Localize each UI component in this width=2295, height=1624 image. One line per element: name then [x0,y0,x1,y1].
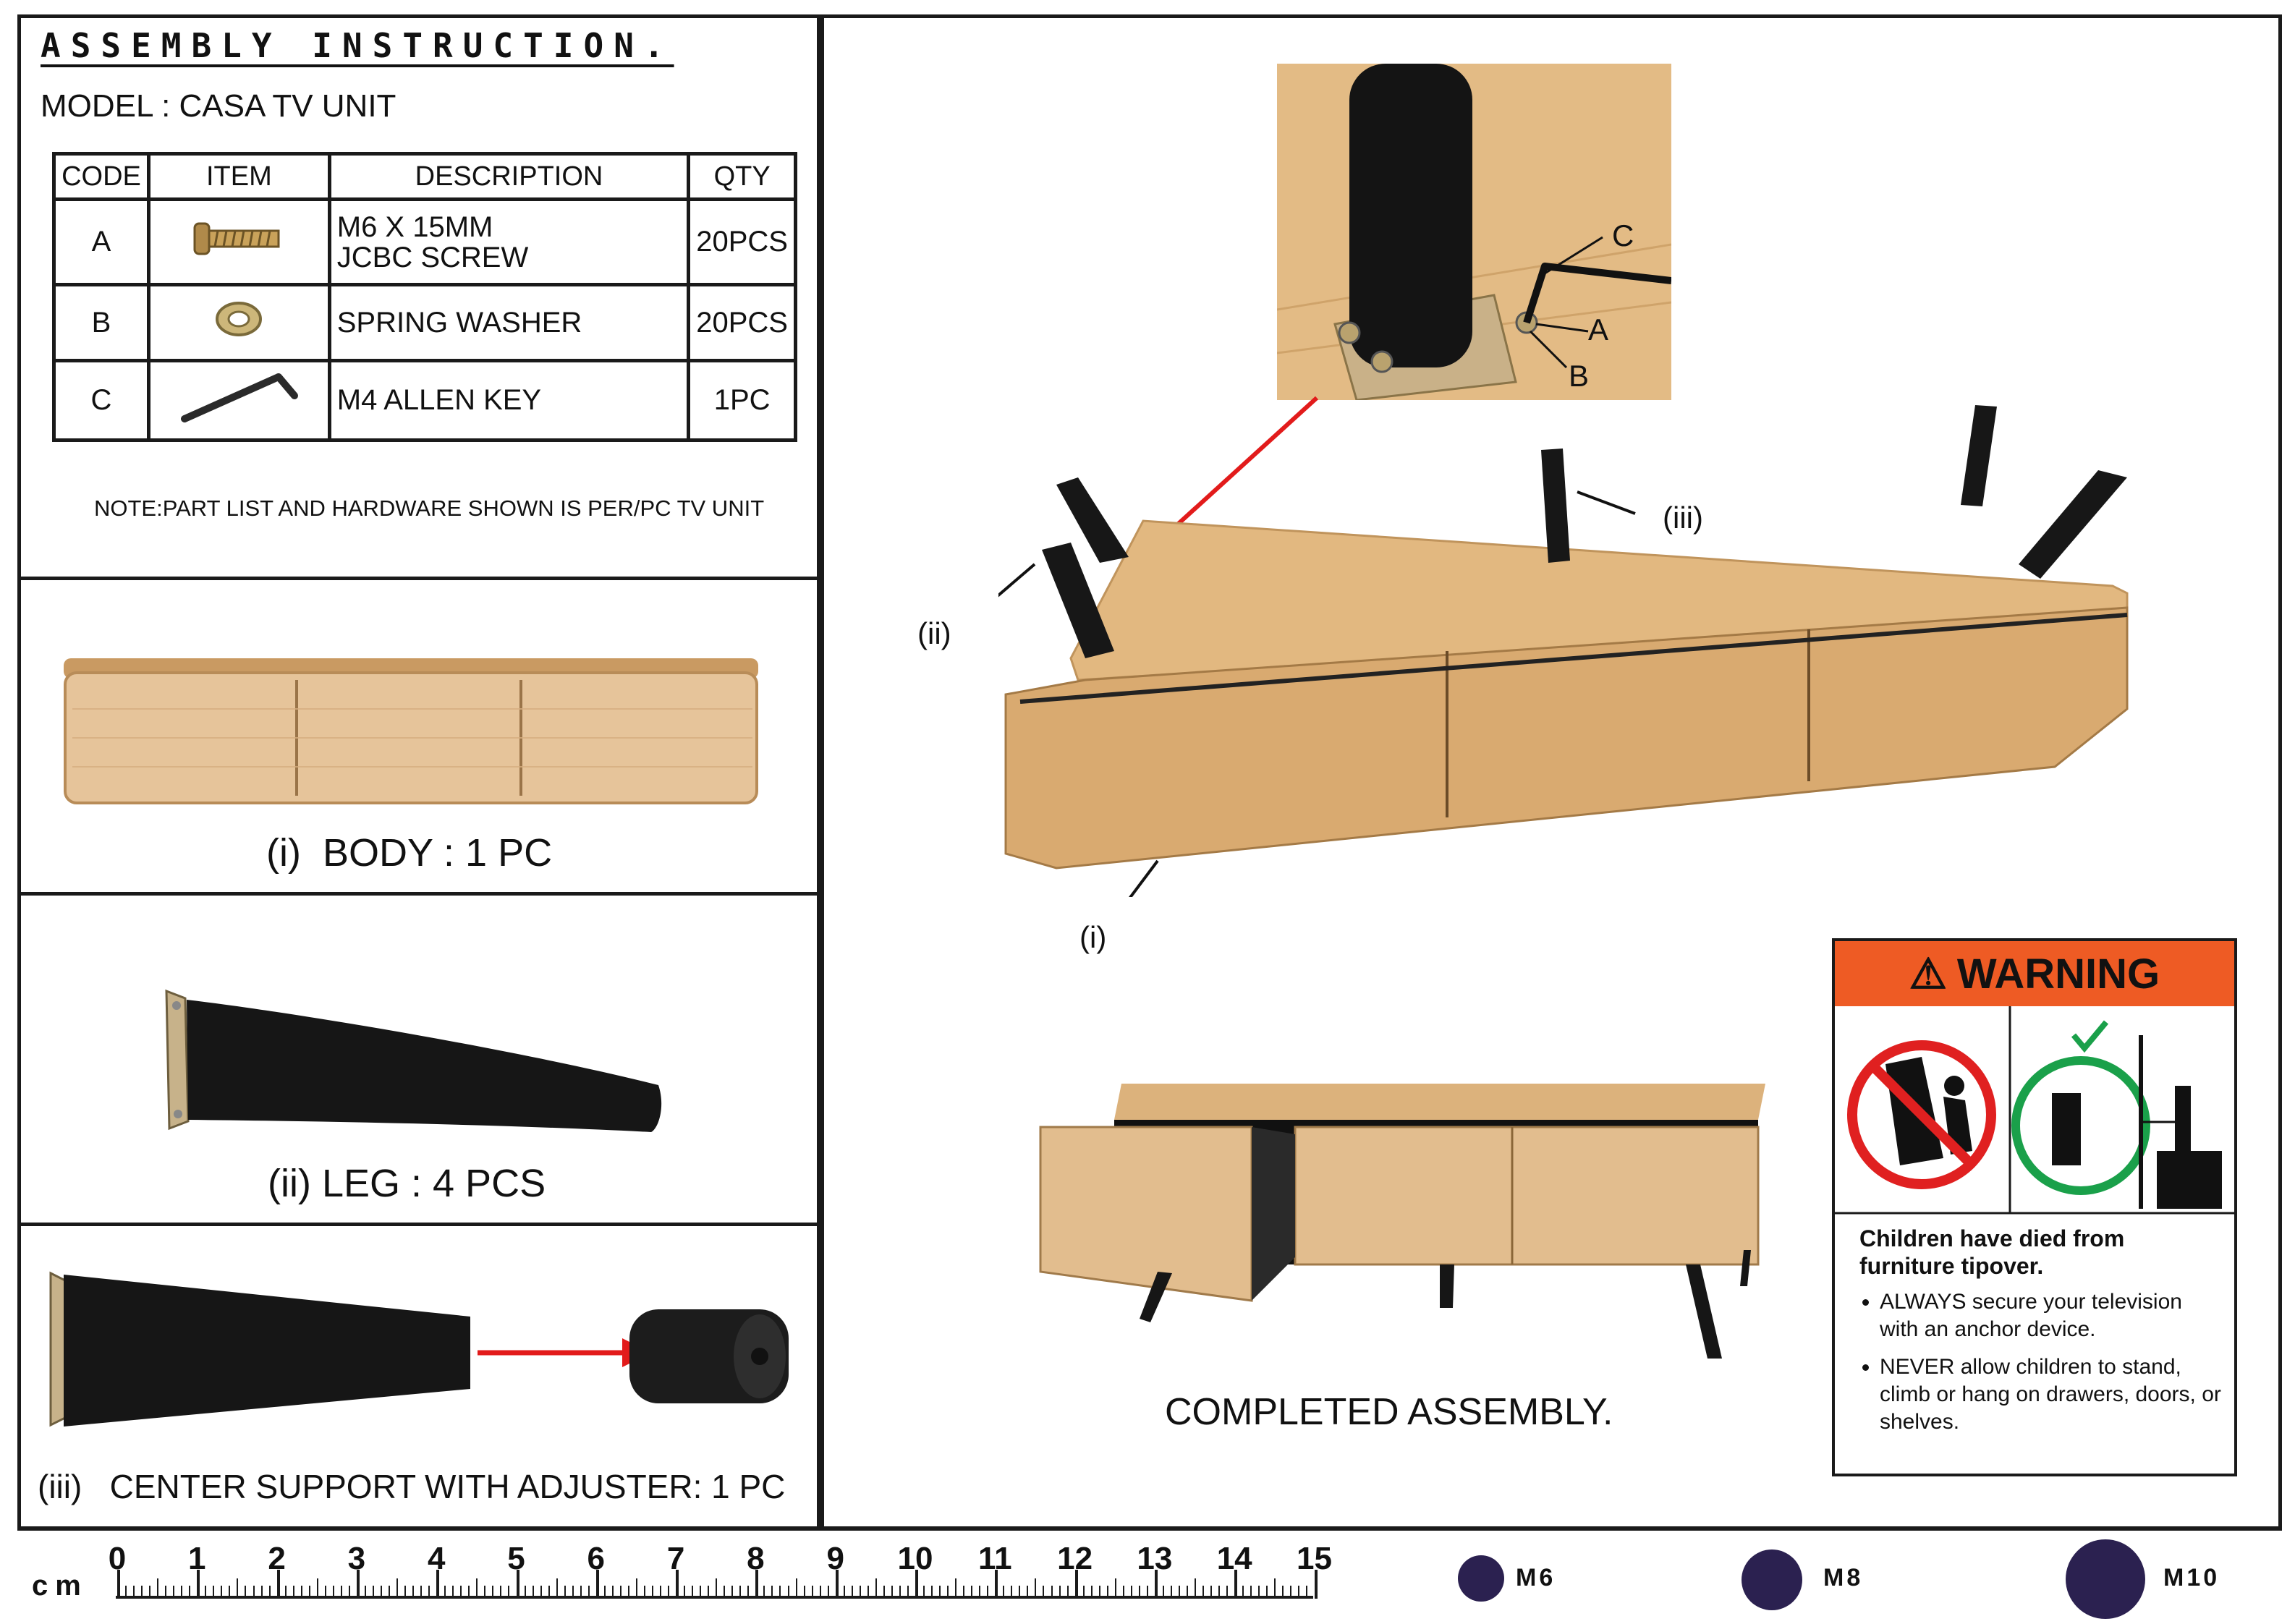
m8-label: M8 [1823,1564,1864,1591]
ruler-minor-tick [133,1586,135,1596]
callout-leg: (ii) [917,616,951,650]
ruler-minor-tick [1218,1586,1220,1596]
ruler-minor-tick [1107,1586,1108,1596]
ruler-minor-tick [804,1586,805,1596]
ruler-minor-tick [317,1578,318,1596]
ruler-minor-tick [1171,1586,1172,1596]
qty-cell: 1PC [689,361,796,441]
ruler-minor-tick [444,1586,446,1596]
screw-icon [192,213,286,264]
ruler-minor-tick [253,1586,255,1596]
ruler-minor-tick [341,1586,342,1596]
ruler-minor-tick [500,1586,501,1596]
ruler-minor-tick [947,1586,949,1596]
table-row [54,200,796,285]
ruler-minor-tick [891,1586,893,1596]
ruler-minor-tick [1298,1586,1299,1596]
ruler-minor-tick [237,1578,238,1596]
ruler-minor-tick [173,1586,174,1596]
ruler-minor-tick [628,1586,629,1596]
ruler-minor-tick [389,1586,390,1596]
warning-heading: WARNING [1956,950,2160,998]
ruler-minor-tick [1035,1578,1036,1596]
ruler-unit: cm [32,1570,88,1602]
ruler-minor-tick [700,1586,701,1596]
ruler-minor-tick [979,1586,980,1596]
page-title: ASSEMBLY INSTRUCTION. [41,26,674,65]
ruler-minor-tick [1139,1586,1140,1596]
warning-triangle-icon: ⚠ [1909,951,1947,998]
ruler-minor-tick [1123,1586,1124,1596]
ruler-minor-tick [692,1586,693,1596]
ruler-minor-tick [1131,1586,1132,1596]
item-cell [148,361,329,441]
ruler-tick-label: 2 [268,1541,286,1576]
ruler-minor-tick [533,1586,534,1596]
ruler-minor-tick [365,1586,366,1596]
ruler-minor-tick [724,1586,725,1596]
body-illustration [58,651,767,817]
warning-text [1859,1225,2221,1446]
ruler-tick-label: 10 [897,1541,933,1576]
ruler-tick-label: 14 [1216,1541,1252,1576]
ruler-minor-tick [620,1586,622,1596]
ruler-tick-label: 3 [347,1541,366,1576]
ruler-minor-tick [931,1586,933,1596]
ruler-minor-tick [612,1586,614,1596]
ruler-minor-tick [747,1586,749,1596]
ruler-minor-tick [1226,1586,1228,1596]
ruler-minor-tick [1179,1586,1180,1596]
ruler-minor-tick [301,1586,302,1596]
ruler-minor-tick [1250,1586,1252,1596]
completed-assembly-illustration [1035,1069,1780,1373]
ruler-minor-tick [1083,1586,1085,1596]
ruler-minor-tick [205,1586,206,1596]
ruler-minor-tick [269,1586,271,1596]
qty-cell: 20PCS [689,200,796,285]
ruler-minor-tick [213,1586,214,1596]
ruler-minor-tick [763,1586,765,1596]
ruler-minor-tick [987,1586,988,1596]
ruler-minor-tick [716,1578,717,1596]
ruler-baseline [116,1596,1313,1599]
center-support-caption: (iii) CENTER SUPPORT WITH ADJUSTER: 1 PC [38,1468,786,1505]
description-cell: M4 ALLEN KEY [329,361,689,441]
callout-center-support: (iii) [1663,501,1703,535]
ruler-minor-tick [1011,1586,1012,1596]
body-caption: (i) BODY : 1 PC [266,831,553,875]
ruler-minor-tick [796,1578,797,1596]
ruler-minor-tick [396,1578,398,1596]
table-row [54,285,796,361]
ruler-minor-tick [1091,1586,1093,1596]
ruler-minor-tick [588,1586,590,1596]
ruler-minor-tick [852,1586,853,1596]
ruler-minor-tick [564,1586,566,1596]
allen-key-icon [177,368,300,426]
leg-illustration [152,984,673,1143]
detail-label-b: B [1569,359,1590,393]
ruler-minor-tick [309,1586,310,1596]
ruler-minor-tick [1258,1586,1260,1596]
ruler-minor-tick [141,1586,143,1596]
bottom-rule [17,1526,2282,1529]
ruler-minor-tick [779,1586,781,1596]
ruler-minor-tick [1051,1586,1053,1596]
ruler-tick-label: 9 [826,1541,844,1576]
ruler-tick-label: 15 [1297,1541,1332,1576]
ruler-minor-tick [1043,1586,1044,1596]
ruler-tick-label: 7 [666,1541,685,1576]
detail-label-c: C [1612,218,1634,252]
ruler-minor-tick [556,1578,558,1596]
item-cell [148,285,329,361]
warning-label [1832,938,2237,1476]
ruler-minor-tick [963,1586,964,1596]
description-cell: SPRING WASHER [329,285,689,361]
ruler-minor-tick [468,1586,470,1596]
ruler-minor-tick [1019,1586,1020,1596]
ruler-minor-tick [452,1586,454,1596]
m8-gauge-icon [1742,1549,1802,1610]
ruler-minor-tick [923,1586,925,1596]
ruler-minor-tick [604,1586,606,1596]
warning-headline: Children have died from furniture tipover. [1859,1225,2125,1279]
parts-table [52,152,797,442]
ruler-minor-tick [261,1586,263,1596]
warning-header [1835,941,2234,1006]
m10-gauge-icon [2066,1539,2145,1619]
ruler-minor-tick [788,1586,789,1596]
ruler-minor-tick [293,1586,294,1596]
ruler-minor-tick [771,1586,773,1596]
code-cell: B [54,285,149,361]
ruler-minor-tick [1067,1586,1069,1596]
col-qty: QTY [689,154,796,200]
ruler-minor-tick [1266,1586,1268,1596]
callout-body: (i) [1079,920,1107,954]
center-support-illustration [43,1266,803,1432]
ruler-minor-tick [349,1586,350,1596]
description-line2: JCBC SCREW [336,241,529,273]
parts-note: NOTE:PART LIST AND HARDWARE SHOWN IS PER/PC TV UNIT [94,496,765,521]
col-item: ITEM [148,154,329,200]
washer-icon [210,297,268,341]
qty-cell: 20PCS [689,285,796,361]
m6-gauge-icon [1458,1555,1504,1602]
ruler-minor-tick [820,1586,821,1596]
ruler-minor-tick [1290,1586,1291,1596]
ruler-minor-tick [939,1586,941,1596]
divider-3 [17,1223,820,1226]
divider-2 [17,892,820,896]
ruler-minor-tick [540,1586,542,1596]
ruler-minor-tick [955,1578,956,1596]
ruler-minor-tick [181,1586,182,1596]
ruler-minor-tick [1027,1586,1028,1596]
ruler-minor-tick [860,1586,861,1596]
m6-label: M6 [1516,1564,1556,1591]
ruler-minor-tick [125,1586,127,1596]
ruler-minor-tick [708,1586,709,1596]
ruler-minor-tick [229,1586,230,1596]
ruler-minor-tick [412,1586,414,1596]
ruler-minor-tick [245,1586,246,1596]
ruler-minor-tick [652,1586,653,1596]
ruler-minor-tick [325,1586,326,1596]
ruler-minor-tick [1003,1586,1004,1596]
warning-pictograms [1835,1006,2234,1215]
ruler-minor-tick [883,1586,885,1596]
ruler-minor-tick [1195,1578,1196,1596]
ruler-minor-tick [1210,1586,1212,1596]
ruler-minor-tick [165,1586,166,1596]
ruler-minor-tick [460,1586,462,1596]
ruler-tick-label: 11 [978,1541,1012,1576]
ruler-tick-label: 4 [427,1541,446,1576]
ruler-minor-tick [907,1586,909,1596]
ruler-minor-tick [1306,1586,1307,1596]
ruler-minor-tick [189,1586,190,1596]
ruler-minor-tick [1282,1586,1284,1596]
completed-assembly-caption: COMPLETED ASSEMBLY. [1165,1391,1613,1433]
ruler-minor-tick [1163,1586,1164,1596]
warning-bullet: • ALWAYS secure your television with an anchor device. [1880,1288,2221,1343]
ruler-minor-tick [157,1578,158,1596]
item-cell [148,200,329,285]
ruler-tick-label: 8 [747,1541,765,1576]
ruler-minor-tick [1187,1586,1188,1596]
ruler-minor-tick [333,1586,334,1596]
ruler-minor-tick [373,1586,374,1596]
ruler-tick-label: 12 [1057,1541,1093,1576]
ruler-minor-tick [899,1586,901,1596]
ruler-minor-tick [1059,1586,1061,1596]
ruler-minor-tick [1274,1578,1276,1596]
ruler-minor-tick [636,1578,637,1596]
ruler-minor-tick [971,1586,972,1596]
ruler-minor-tick [644,1586,645,1596]
ruler-minor-tick [508,1586,509,1596]
ruler-minor-tick [149,1586,150,1596]
detail-label-a: A [1588,313,1609,347]
ruler-tick-label: 1 [188,1541,206,1576]
ruler-minor-tick [828,1586,829,1596]
ruler-tick-label: 13 [1137,1541,1173,1576]
ruler-minor-tick [428,1586,430,1596]
col-code: CODE [54,154,149,200]
description-line1: M6 X 15MM [336,211,493,243]
m10-label: M10 [2163,1564,2220,1591]
ruler-minor-tick [476,1578,478,1596]
table-row [54,361,796,441]
ruler-minor-tick [381,1586,382,1596]
ruler-minor-tick [420,1586,422,1596]
ruler-minor-tick [1115,1578,1116,1596]
ruler-minor-tick [731,1586,733,1596]
col-description: DESCRIPTION [329,154,689,200]
ruler-minor-tick [580,1586,582,1596]
code-cell: A [54,200,149,285]
tv-unit-assembly-diagram [998,391,2171,897]
code-cell: C [54,361,149,441]
ruler-tick-label: 6 [587,1541,606,1576]
divider-1 [17,577,820,580]
ruler-minor-tick [1242,1586,1244,1596]
ruler-minor-tick [684,1586,685,1596]
ruler-minor-tick [739,1586,741,1596]
leg-caption: (ii) LEG : 4 PCS [268,1162,546,1205]
table-header-row [54,154,796,200]
ruler-tick-label: 5 [507,1541,525,1576]
ruler-minor-tick [404,1586,406,1596]
ruler-minor-tick [844,1586,845,1596]
ruler-minor-tick [1202,1586,1204,1596]
ruler-minor-tick [660,1586,661,1596]
model-name: MODEL : CASA TV UNIT [41,88,396,124]
ruler-minor-tick [221,1586,222,1596]
ruler-minor-tick [285,1586,287,1596]
ruler-minor-tick [875,1578,877,1596]
ruler-minor-tick [548,1586,550,1596]
ruler-minor-tick [668,1586,669,1596]
ruler-tick-label: 0 [108,1541,127,1576]
ruler-minor-tick [484,1586,485,1596]
ruler-minor-tick [572,1586,574,1596]
ruler-minor-tick [525,1586,526,1596]
warning-bullets [1859,1288,2221,1436]
ruler-minor-tick [1147,1586,1148,1596]
ruler-minor-tick [812,1586,813,1596]
ruler-minor-tick [1099,1586,1100,1596]
warning-bullet: • NEVER allow children to stand, climb or hang on drawers, doors, or shelves. [1880,1353,2221,1436]
description-cell [329,200,689,285]
ruler-minor-tick [492,1586,493,1596]
ruler-minor-tick [867,1586,869,1596]
